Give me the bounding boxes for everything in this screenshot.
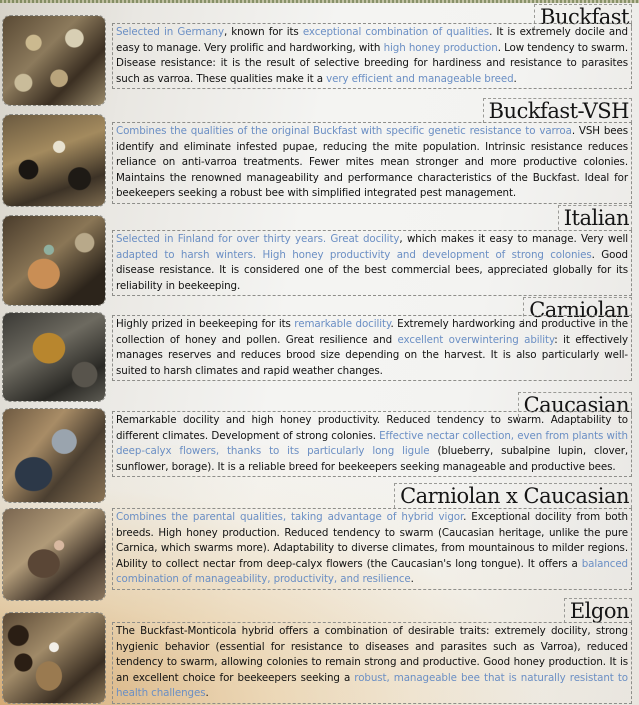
description-text: (blueberry, subalpine lupin, clover, sunflower, borage). It is a reliable breed for beekeepers seeking manageable and productive bees. xyxy=(116,445,628,473)
highlighted-phrase: excellent overwintering ability xyxy=(397,333,555,346)
bee-photo-caucasian xyxy=(2,408,106,503)
description-text: Highly prized in beekeeping for its xyxy=(116,318,295,330)
bee-image xyxy=(3,216,105,305)
description-text: Remarkable docility and high honey productivity. Reduced tendency to swarm. Adaptability to different climates. Development of strong colonies. xyxy=(116,414,628,442)
bee-photo-buckfast-vsh xyxy=(2,114,106,207)
breed-description xyxy=(112,122,632,204)
highlighted-phrase: Combines the qualities of the original Buckfast with specific genetic resistance to varroa xyxy=(116,125,572,137)
breed-title: Buckfast xyxy=(534,4,632,29)
highlighted-phrase: high honey production xyxy=(383,41,498,54)
description-text: . Extremely hardworking and productive in the collection of honey and pollen. Great resilience and xyxy=(116,318,628,346)
highlighted-phrase: very efficient and manageable breed xyxy=(326,72,514,85)
description-text: . xyxy=(205,687,209,700)
highlighted-phrase: adapted to harsh winters. High honey productivity and development of strong colonies xyxy=(116,248,592,261)
breed-title: Carniolan xyxy=(523,297,632,322)
description-text: . xyxy=(410,573,414,586)
bee-image xyxy=(3,613,105,703)
breed-description xyxy=(112,508,632,590)
bee-photo-carniolan-x-caucasian xyxy=(2,508,106,601)
breed-title: Italian xyxy=(558,205,632,230)
bee-image xyxy=(3,115,105,206)
bee-photo-elgon xyxy=(2,612,106,704)
description-text: , known for its xyxy=(223,26,303,38)
highlighted-phrase: Selected in Finland for over thirty years. Great docility xyxy=(116,233,400,245)
breed-title: Buckfast-VSH xyxy=(483,98,632,123)
highlighted-phrase: Combines the parental qualities, taking advantage of hybrid vigor xyxy=(116,511,464,523)
highlighted-phrase: remarkable docility xyxy=(294,318,391,330)
breed-description xyxy=(112,230,632,296)
description-text: . It is extremely docile and easy to manage. Very prolific and hardworking, with xyxy=(116,26,628,54)
bee-image xyxy=(3,409,105,502)
description-text: , which makes it easy to manage. Very well xyxy=(399,233,629,245)
description-text: . VSH bees identify and eliminate infested pupae, reducing the mite population. Intrinsic resistance reduces reliance on anti-varroa treatments. Fewer mites mean stronger and more productive colonies. Maintains the renowned manageability and performance characteristics of the Buckfast. Ideal for beekeepers seeking a robust bee with simplified integrated pest management. xyxy=(116,125,628,200)
highlighted-phrase: Effective nectar collection, even from plants with deep-calyx flowers, thanks to its particularly long ligule xyxy=(116,429,628,458)
highlighted-phrase: balanced combination of manageability, productivity, and resilience xyxy=(116,557,628,586)
description-text: . Low tendency to swarm. Disease resistance: it is the result of selective breeding for hardiness and resistance to parasites such as varroa. These qualities make it a xyxy=(116,41,629,85)
bee-photo-buckfast xyxy=(2,15,106,106)
bee-photo-italian xyxy=(2,215,106,306)
description-text: . xyxy=(513,72,517,85)
breed-title: Carniolan x Caucasian xyxy=(394,483,632,508)
breed-description xyxy=(112,315,632,381)
breed-description xyxy=(112,622,632,704)
bee-image xyxy=(3,509,105,600)
breed-description xyxy=(112,23,632,89)
description-text: The Buckfast-Monticola hybrid offers a combination of desirable traits: extremely docility, strong hygienic behavior (essential for resistance to diseases and parasites such as Varroa), reduced tendency to swarm, allowing colonies to remain strong and productive. Good honey production. It is an excellent choice for beekeepers seeking a xyxy=(116,625,628,684)
description-text: . Good disease resistance. It is considered one of the best commercial bees, appreciated globally for its reliability in beekeeping. xyxy=(116,248,628,292)
bee-image xyxy=(3,16,105,105)
bee-image xyxy=(3,313,105,401)
highlighted-phrase: Selected in Germany xyxy=(116,26,224,38)
description-text: : it effectively manages reserves and reduces brood size depending on the harvest. It is also particularly well-suited to harsh climates and rapid weather changes. xyxy=(116,333,628,377)
bee-photo-carniolan xyxy=(2,312,106,402)
description-text: . Exceptional docility from both breeds. High honey production. Reduced tendency to swarm (Caucasian heritage, unlike the pure Carnica, which swarms more). Adaptability to diverse climates, from mountainous to milder regions. Ability to collect nectar from deep-calyx flowers (the Caucasian's long tongue). It offers a xyxy=(116,511,628,570)
highlighted-phrase: robust, manageable bee that is naturally resistant to health challenges xyxy=(116,671,629,700)
top-border xyxy=(0,0,639,3)
breed-description xyxy=(112,411,632,477)
highlighted-phrase: exceptional combination of qualities xyxy=(302,26,490,38)
breed-title: Caucasian xyxy=(518,392,632,417)
breed-title: Elgon xyxy=(564,598,632,623)
